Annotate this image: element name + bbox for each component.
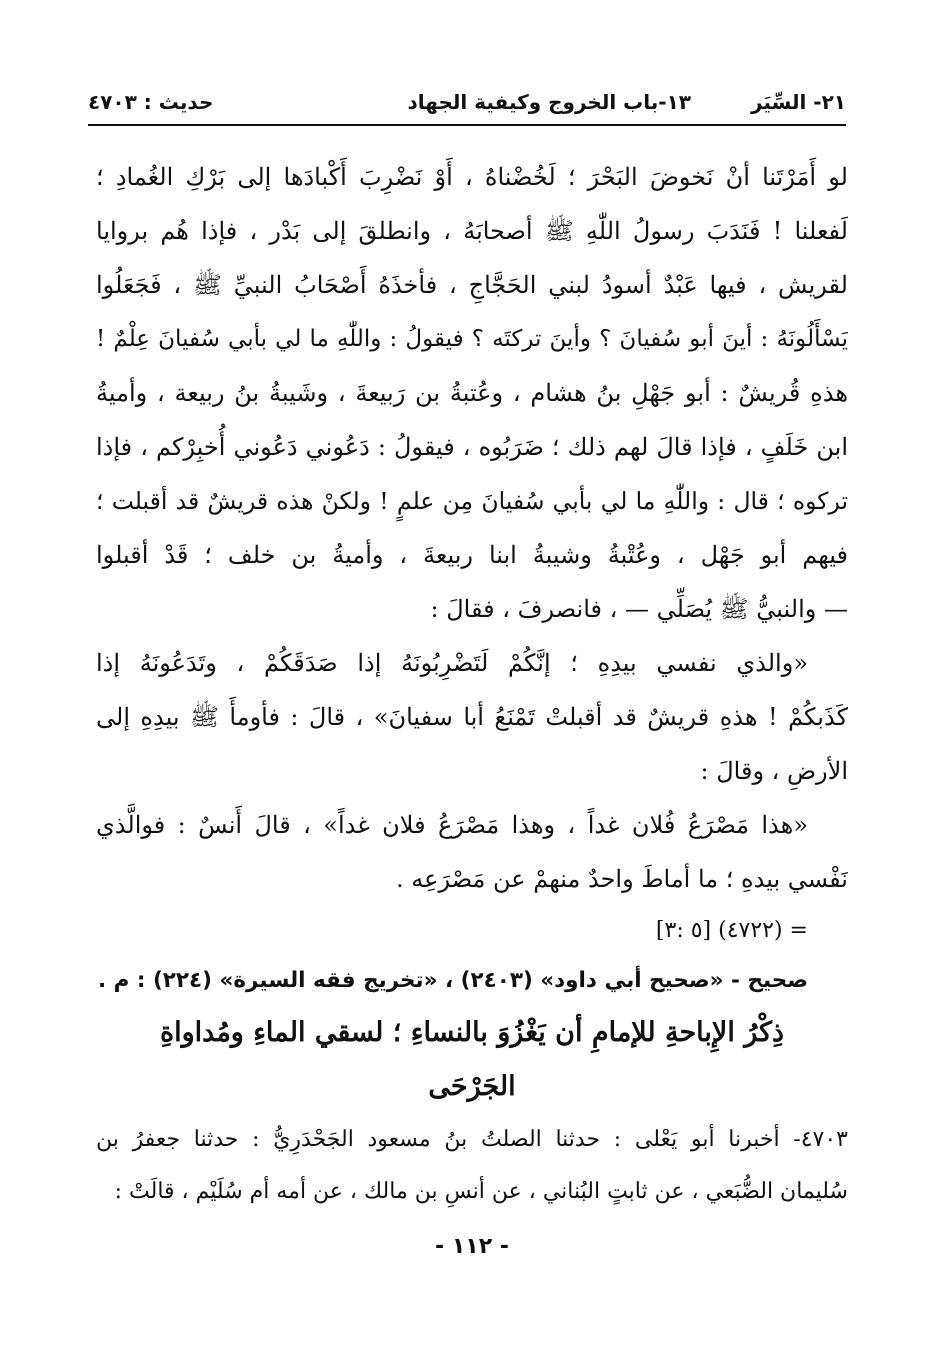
page-body [96, 150, 848, 1218]
section-title-line: ذِكْرُ الإِباحةِ للإمامِ أن يَغْزُوَ بالنساءِ ؛ لسقي الماءِ ومُداواةِ [159, 1017, 785, 1048]
page-number: - ١١٢ - [435, 1234, 509, 1259]
text-line: فيهم أبو جَهْل ، وعُتْبةُ وشيبةُ ابنا ربيعةَ ، وأميةُ بن خلف ؛ قَدْ أقبلوا [96, 541, 848, 569]
text-line: لو أَمَرْتَنا أنْ نَخوضَ البَحْرَ ؛ لَخُضْناهُ ، أَوْ نَضْرِبَ أَكْبادَها إلى بَرْكِ الغُمادِ ؛ [96, 163, 848, 191]
hadith-chain [96, 1114, 848, 1218]
paragraph-quote [96, 636, 848, 798]
paragraph-conclusion [96, 798, 848, 906]
text-line: — والنبيُّ ﷺ يُصَلِّي — ، فانصرفَ ، فقالَ : [430, 595, 848, 623]
cross-reference: = (٤٧٢٢) [٥ :٣] [655, 918, 808, 943]
text-line: «والذي نفسي بيدِهِ ؛ إنَّكُمْ لَتَضْرِبُونَهُ إذا صَدَقَكُمْ ، وتَدَعُونَهُ إذا [96, 649, 808, 677]
text-line: كَذَبكُمْ ! هذهِ قريشٌ قد أقبلتْ تَمْنَعُ أبا سفيانَ» ، قالَ : فأومأَ ﷺ بيدِهِ إلى [96, 703, 848, 731]
running-header [88, 84, 846, 126]
text-line: تركوه ؛ قال : واللّٰهِ ما لي بأبي سُفيانَ مِن علمٍ ! ولكنْ هذه قريشٌ قد أقبلت ؛ [96, 487, 848, 515]
header-book-title: ٢١- السِّيَر [750, 90, 846, 114]
hadith-grading: صحيح - «صحيح أبي داود» (٢٤٠٣) ، «تخريج فقه السيرة» (٢٢٤) : م . [97, 968, 808, 993]
text-line: لقريش ، فيها عَبْدٌ أسودُ لبني الحَجَّاجِ ، فأخذَهُ أَصْحَابُ النبيِّ ﷺ ، فَجَعَلُوا [96, 271, 848, 299]
header-chapter-title: ١٣-باب الخروج وكيفية الجهاد [407, 90, 691, 114]
text-line: ابن خَلَفٍ ، فإذا قالَ لهم ذلك ؛ ضَرَبُوه ، فيقولُ : دَعُوني دَعُوني أُخبِرْكم ، فإذا [96, 433, 848, 461]
text-line: هذهِ قُريشٌ : أبو جَهْلِ بنُ هشام ، وعُتبةُ بن رَبيعةَ ، وشَيبةُ بنُ ربيعة ، وأميةُ [96, 379, 848, 407]
text-line: لَفعلنا ! فَنَدَبَ رسولُ اللّٰهِ ﷺ أصحابَهُ ، وانطلقَ إلى بَدْر ، فإذا هُم بروايا [96, 217, 848, 245]
text-line: سُليمان الضُّبَعي ، عن ثابتٍ البُناني ، عن أنسِ بن مالك ، عن أمه أم سُلَيْم ، قالَتْ : [114, 1179, 848, 1204]
section-title-line: الجَرْحَى [428, 1071, 516, 1102]
text-line: ٤٧٠٣- أخبرنا أبو يَعْلى : حدثنا الصلتُ بنُ مسعود الجَحْدَرِيُّ : حدثنا جعفرُ بن [96, 1127, 848, 1152]
text-line: الأرضِ ، وقالَ : [700, 757, 848, 785]
text-line: يَسْأَلُونَهُ : أينَ أبو سُفيانَ ؟ وأينَ تركتَه ؟ فيقولُ : واللّٰهِ ما لي بأبي سُفيانَ عِلْمٌ ! [96, 326, 848, 352]
header-hadith-number: حديث : ٤٧٠٣ [88, 90, 214, 114]
text-line: «هذا مَصْرَعُ فُلان غداً ، وهذا مَصْرَعُ فلان غداً» ، قالَ أَنسٌ : فوالَّذي [96, 811, 808, 839]
text-line: نَفْسي بيدهِ ؛ ما أماطَ واحدٌ منهمْ عن مَصْرَعِه . [396, 865, 848, 893]
paragraph-narration [96, 150, 848, 636]
section-title [96, 1006, 848, 1114]
